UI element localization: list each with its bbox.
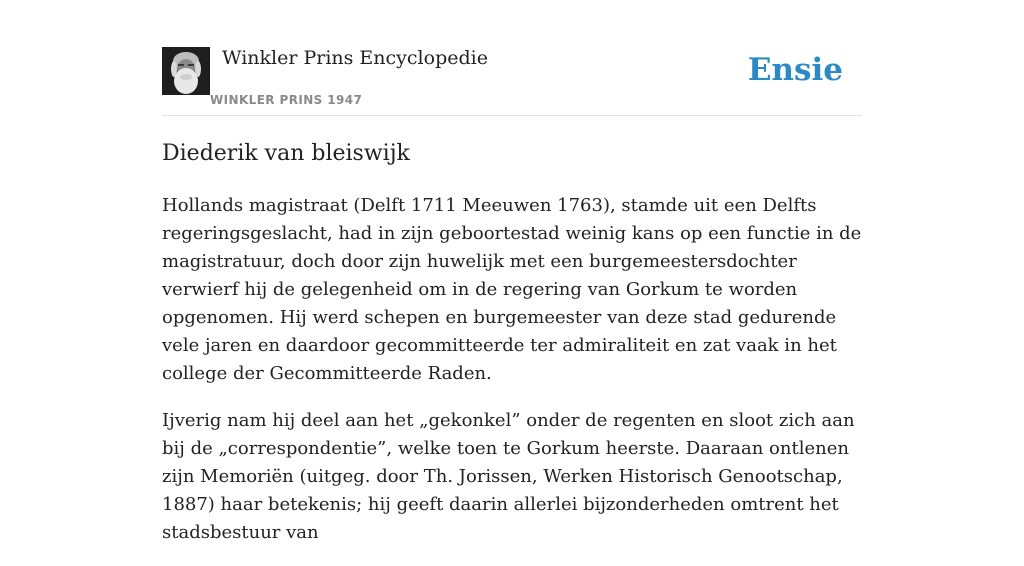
site-header <box>162 46 862 116</box>
article-paragraph: Hollands magistraat (Delft 1711 Meeuwen 1763), stamde uit een Delfts regeringsgeslacht, had in zijn geboortestad weinig kans op een functie in de magistratuur, doch door zijn huwelijk met een burgemeestersdochter verwierf hij de gelegenheid om in de regering van Gorkum te worden opgenomen. Hij werd schepen en burgemeester van deze stad gedurende vele jaren en daardoor gecommitteerde ter admiraliteit en zat vaak in het college der Gecommitteerde Raden. <box>162 195 862 384</box>
article-title: Diederik van bleiswijk <box>162 141 410 166</box>
article-body <box>162 192 862 566</box>
brand-logo-link[interactable]: Ensie <box>747 52 843 88</box>
bearded-man-portrait-icon <box>162 47 210 95</box>
header-divider <box>162 115 862 116</box>
source-edition-label[interactable]: WINKLER PRINS 1947 <box>210 93 363 107</box>
site-title[interactable]: Winkler Prins Encyclopedie <box>222 47 488 69</box>
author-avatar[interactable] <box>162 47 210 95</box>
article-paragraph: Ijverig nam hij deel aan het „gekonkel” onder de regenten en sloot zich aan bij de „correspondentie”, welke toen te Gorkum heerste. Daaraan ontlenen zijn Memoriën (uitgeg. door Th. Jorissen, Werken Historisch Genootschap, 1887) haar betekenis; hij geeft daarin allerlei bijzonderheden omtrent het stadsbestuur van <box>162 410 855 543</box>
